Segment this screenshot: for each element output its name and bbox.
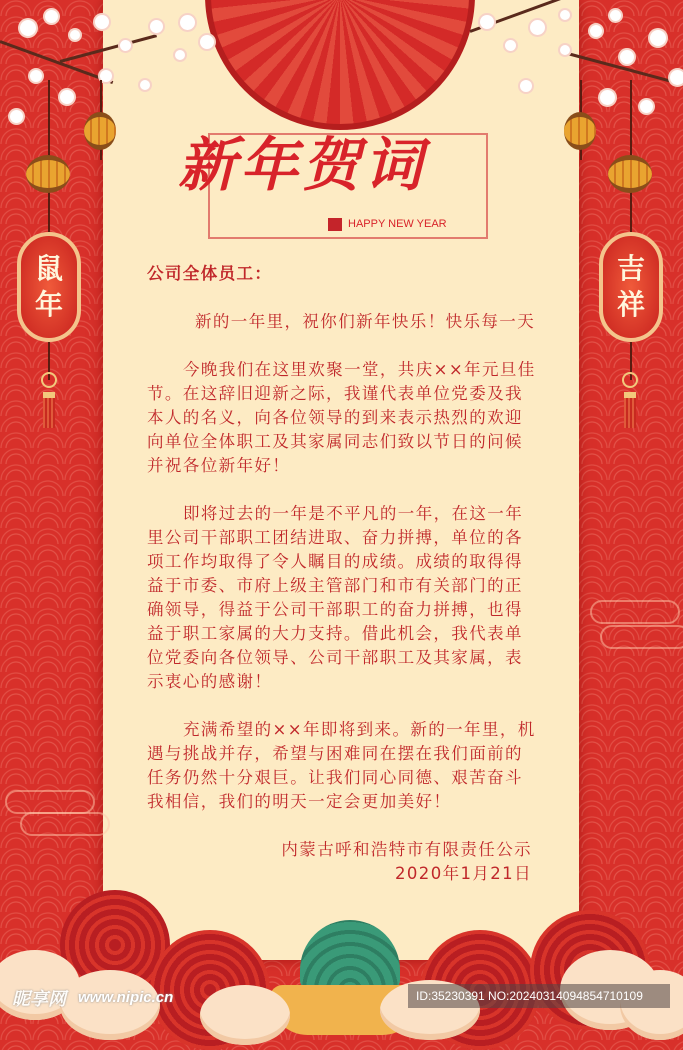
blossom-icon [200, 35, 214, 49]
small-lantern-icon [26, 155, 70, 193]
title-calligraphy: 新年贺词 [178, 131, 427, 199]
letter-line: 向单位全体职工及其家属同志们致以节日的问候 [147, 432, 523, 451]
blossom-icon [45, 10, 58, 23]
signature: 内蒙古呼和浩特市有限责任公示 [281, 840, 532, 859]
date: 2020年1月21日 [395, 864, 532, 883]
blossom-icon [30, 70, 42, 82]
pine-tree-decoration [300, 920, 400, 990]
blossom-icon [480, 15, 494, 29]
blossom-icon [60, 90, 74, 104]
letter-line: 即将过去的一年是不平凡的一年，在这一年 [183, 504, 524, 523]
letter-line: 今晚我们在这里欢聚一堂，共庆××年元旦佳 [183, 360, 536, 379]
blossom-icon [120, 40, 131, 51]
letter-paragraph [147, 310, 537, 334]
cloud-ripple-decoration [600, 625, 683, 649]
blossom-icon [95, 15, 109, 29]
blossom-icon [20, 20, 36, 36]
blossom-icon [560, 45, 570, 55]
blossom-icon [175, 50, 185, 60]
tassel-icon [43, 392, 55, 428]
blossom-icon [10, 110, 23, 123]
letter-paragraph [147, 502, 537, 694]
greeting: 公司全体员工： [147, 264, 273, 283]
letter-line: 确领导，得益于公司干部职工的奋力拼搏，也得 [147, 600, 523, 619]
lantern-char: 祥 [616, 288, 645, 321]
letter-line: 益于市委、市府上级主管部门和市有关部门的正 [147, 576, 523, 595]
letter-line: 充满希望的××年即将到来。新的一年里，机 [183, 720, 536, 739]
blossom-icon [640, 100, 653, 113]
watermark-id: ID:35230391 NO:20240314094854710109 [408, 984, 670, 1008]
blossom-icon [620, 50, 634, 64]
watermark-url: www.nipic.cn [78, 989, 174, 1006]
lantern-label-left [17, 232, 81, 342]
letter-body [147, 262, 537, 886]
watermark-logo: 昵享网 [12, 989, 66, 1010]
blossom-icon [70, 30, 80, 40]
letter-line: 益于职工家属的大力支持。借此机会，我代表单 [147, 624, 523, 643]
letter-line: 我相信，我们的明天一定会更加美好！ [147, 792, 452, 811]
blossom-icon [180, 15, 195, 30]
letter-paragraph [147, 718, 537, 814]
cloud-ripple-decoration [590, 600, 680, 624]
title-english: HAPPY NEW YEAR [348, 218, 447, 230]
small-lantern-icon [564, 112, 596, 150]
lantern-label-right [599, 232, 663, 342]
poster-title [168, 100, 488, 240]
blossom-icon [670, 70, 683, 85]
blossom-icon [590, 25, 602, 37]
blossom-icon [610, 10, 621, 21]
letter-line: 任务仍然十分艰巨。让我们同心同德、艰苦奋斗 [147, 768, 523, 787]
lantern-char: 吉 [616, 252, 645, 285]
blossom-icon [530, 20, 545, 35]
letter-line: 新的一年里，祝你们新年快乐！快乐每一天 [195, 312, 536, 331]
blossom-icon [140, 80, 150, 90]
cloud-ripple-decoration [5, 790, 95, 814]
letter-line: 并祝各位新年好！ [147, 456, 291, 475]
letter-paragraph [147, 358, 537, 478]
letter-line: 项工作均取得了令人瞩目的成绩。成绩的取得得 [147, 552, 523, 571]
blossom-icon [560, 10, 570, 20]
blossom-icon [520, 80, 532, 92]
small-lantern-icon [84, 112, 116, 150]
lantern-char: 年 [34, 288, 63, 321]
seal-stamp-icon [328, 218, 342, 231]
branch-decoration [0, 40, 113, 84]
blossom-icon [150, 20, 163, 33]
blossom-icon [650, 30, 666, 46]
letter-line: 节。在这辞旧迎新之际，我谨代表单位党委及我 [147, 384, 523, 403]
lantern-char: 鼠 [34, 252, 63, 285]
letter-line: 位党委向各位领导、公司干部职工及其家属，表 [147, 648, 523, 667]
tassel-icon [624, 392, 636, 428]
small-lantern-icon [608, 155, 652, 193]
letter-line: 本人的名义，向各位领导的到来表示热烈的欢迎 [147, 408, 523, 427]
cloud-ripple-decoration [20, 812, 110, 836]
letter-line: 里公司干部职工团结进取、奋力拼搏，单位的各 [147, 528, 523, 547]
letter-line: 示衷心的感谢！ [147, 672, 273, 691]
blossom-icon [600, 90, 615, 105]
blossom-icon [505, 40, 516, 51]
letter-line: 遇与挑战并存，希望与困难同在摆在我们面前的 [147, 744, 523, 763]
